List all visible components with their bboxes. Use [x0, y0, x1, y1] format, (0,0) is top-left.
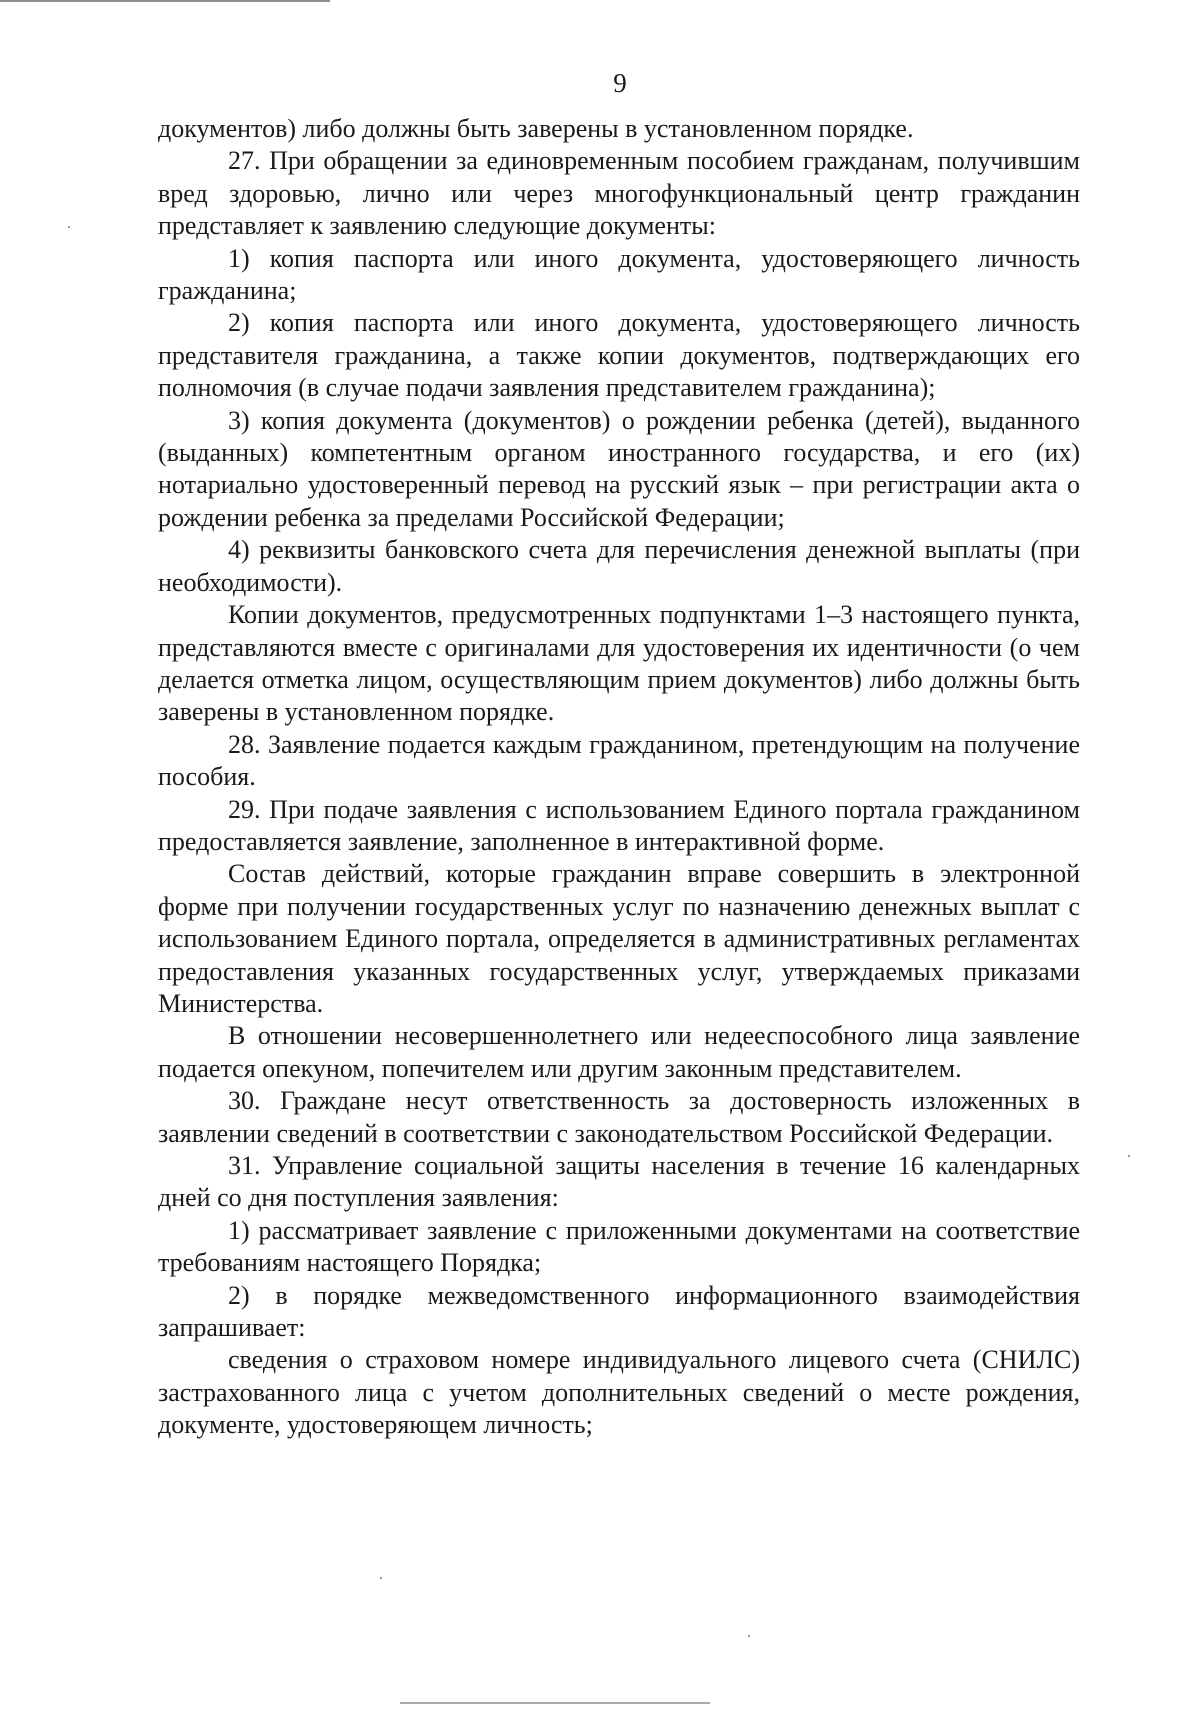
subitem-1: 1) копия паспорта или иного документа, удостоверяющего личность гражданина; [158, 243, 1080, 306]
paragraph-continuation: документов) либо должны быть заверены в установленном порядке. [158, 114, 914, 143]
paragraph-item-31: 31. Управление социальной защиты населения в течение 16 календарных дней со дня поступления заявления: [158, 1151, 1080, 1213]
subitem-2: 2) копия паспорта или иного документа, удостоверяющего личность представителя гражданина, а также копии документов, подтверждающих его полномочия (в случае подачи заявления представителем гражданина); [158, 308, 1080, 403]
scan-edge-bottom [400, 1702, 710, 1704]
document-body [158, 113, 1080, 1442]
scan-speck [748, 1635, 750, 1637]
subitem-31-2: 2) в порядке межведомственного информационного взаимодействия запрашивает: [158, 1280, 1080, 1343]
subitem-4: 4) реквизиты банковского счета для перечисления денежной выплаты (при необходимости). [158, 535, 1080, 597]
scan-edge-top [0, 0, 330, 2]
scan-speck [1128, 1155, 1130, 1157]
subitem-3: 3) копия документа (документов) о рождении ребенка (детей), выданного (выданных) компетентным органом иностранного государства, и его (их) нотариально удостоверенный перевод на русский язык – при регистрации акта о рождении ребенка за пределами Российской Федерации; [158, 405, 1080, 532]
paragraph-item-30: 30. Граждане несут ответственность за достоверность изложенных в заявлении сведений в соответствии с законодательством Российской Федерации. [158, 1086, 1080, 1148]
paragraph-guardian: В отношении несовершеннолетнего или недееспособного лица заявление подается опекуном, попечителем или другим законным представителем. [158, 1021, 1080, 1083]
paragraph-item-28: 28. Заявление подается каждым гражданином, претендующим на получение пособия. [158, 729, 1080, 792]
scan-speck [68, 226, 70, 228]
scan-speck [380, 1577, 382, 1579]
paragraph-item-29: 29. При подаче заявления с использованием Единого портала гражданином предоставляется заявление, заполненное в интерактивной форме. [158, 794, 1080, 856]
paragraph-item-27: 27. При обращении за единовременным пособием гражданам, получившим вред здоровью, лично или через многофункциональный центр гражданин представляет к заявлению следующие документы: [158, 146, 1080, 241]
paragraph-copies: Копии документов, предусмотренных подпунктами 1–3 настоящего пункта, представляются вместе с оригиналами для удостоверения их идентичности (о чем делается отметка лицом, осуществляющим прием документов) либо должны быть заверены в установленном порядке. [158, 600, 1080, 727]
page-number: 9 [613, 68, 627, 98]
paragraph-snils: сведения о страховом номере индивидуального лицевого счета (СНИЛС) застрахованного лица с учетом дополнительных сведений о месте рождения, документе, удостоверяющем личность; [158, 1345, 1080, 1440]
paragraph-actions: Состав действий, которые гражданин вправе совершить в электронной форме при получении государственных услуг по назначению денежных выплат с использованием Единого портала, определяется в административных регламентах предоставления указанных государственных услуг, утверждаемых приказами Министерства. [158, 859, 1080, 1018]
subitem-31-1: 1) рассматривает заявление с приложенными документами на соответствие требованиям настоящего Порядка; [158, 1215, 1080, 1278]
